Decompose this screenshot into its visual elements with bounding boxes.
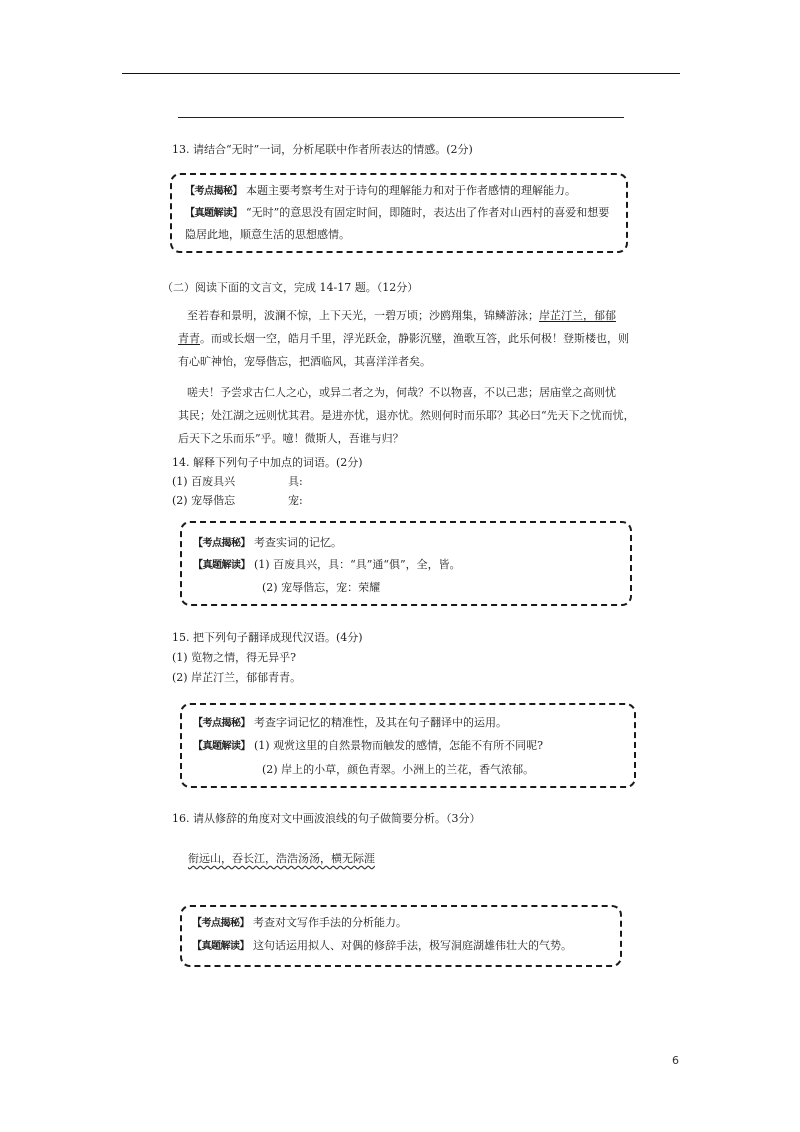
box16-text2: 这句话运用拟人、对偶的修辞手法，极写洞庭湖雄伟壮大的气势。 <box>253 939 572 952</box>
box16-text1: 考查对文写作手法的分析能力。 <box>253 916 407 929</box>
passage-p2-line1: 嗟夫！予尝求古仁人之心，或异二者之为，何哉？不以物喜，不以己悲；居庙堂之高则忧 <box>187 386 616 399</box>
section-2-heading: （二）阅读下面的文言文，完成 14-17 题。（12分） <box>162 281 419 294</box>
box16-line2 <box>192 938 572 954</box>
passage-underlined-qingqing: 青青 <box>178 332 200 345</box>
tag-jiedu: 【真题解读】 <box>193 741 250 752</box>
passage-p1-line3: 有心旷神怡，宠辱偕忘，把酒临风，其喜洋洋者矣。 <box>178 355 431 368</box>
box15-text1: 考查字词记忆的精准性，及其在句子翻译中的运用。 <box>254 716 507 729</box>
box14-line2 <box>193 557 461 573</box>
question-16: 16. 请从修辞的角度对文中画波浪线的句子做简要分析。（3分） <box>172 812 481 825</box>
box14-text2: (1) 百废具兴，具：“具”通“俱”，全，皆。 <box>254 558 461 571</box>
tag-jiedu: 【真题解读】 <box>193 560 250 571</box>
q16-wavy-quote: 衔远山，吞长江，浩浩汤汤，横无际涯 <box>188 852 375 865</box>
question-13: 13. 请结合“无时”一词，分析尾联中作者所表达的情感。(2分) <box>172 143 473 156</box>
q14-item2: (2) 宠辱偕忘 <box>172 494 236 507</box>
question-14: 14. 解释下列句子中加点的词语。(2分) <box>172 456 363 469</box>
passage-p2-line2: 其民；处江湖之远则忧其君。是进亦忧，退亦忧。然则何时而乐耶？其必曰“先天下之忧而忧， <box>178 409 635 422</box>
top-divider <box>178 117 624 118</box>
box13-line1 <box>185 183 576 199</box>
tag-jiedu: 【真题解读】 <box>192 941 249 952</box>
passage-underlined-phrase: 岸芷汀兰，郁郁 <box>539 309 616 322</box>
box13-line2 <box>185 205 609 221</box>
passage-p1-line2 <box>178 331 629 346</box>
box16-line1 <box>192 915 407 931</box>
box15-text2: (1) 观赏这里的自然景物而触发的感情，怎能不有所不同呢? <box>254 739 543 752</box>
tag-kaodian: 【考点揭秘】 <box>192 918 249 929</box>
passage-p2-line3: 后天下之乐而乐”乎。噫！微斯人，吾谁与归？ <box>178 432 404 445</box>
page-number: 6 <box>672 1054 679 1067</box>
passage-p1-line1-text: 至若春和景明，波澜不惊，上下天光，一碧万顷；沙鸥翔集，锦鳞游泳； <box>187 309 539 322</box>
box14-line3: (2) 宠辱偕忘，宠：荣耀 <box>262 581 381 594</box>
box14-text1: 考查实词的记忆。 <box>254 536 342 549</box>
passage-p1-line1 <box>187 308 616 323</box>
q14-item2-word: 宠: <box>288 494 303 507</box>
q14-item1: (1) 百废具兴 <box>172 475 236 488</box>
box15-line3: (2) 岸上的小草，颜色青翠。小洲上的兰花，香气浓郁。 <box>262 763 535 776</box>
box15-line1 <box>193 715 507 731</box>
tag-kaodian: 【考点揭秘】 <box>193 538 250 549</box>
tag-kaodian: 【考点揭秘】 <box>185 186 242 197</box>
q15-item1: (1) 览物之情，得无异乎? <box>172 651 296 664</box>
tag-kaodian: 【考点揭秘】 <box>193 718 250 729</box>
q14-item1-word: 具: <box>288 475 303 488</box>
box13-line3: 隐居此地，顺意生活的思想感情。 <box>185 228 350 241</box>
tag-jiedu: 【真题解读】 <box>185 208 242 219</box>
box15-line2 <box>193 738 543 754</box>
header-rule <box>122 73 680 74</box>
box13-text1: 本题主要考察考生对于诗句的理解能力和对于作者感情的理解能力。 <box>246 184 576 197</box>
box14-line1 <box>193 535 342 551</box>
box13-text2: “无时”的意思没有固定时间，即随时，表达出了作者对山西村的喜爱和想要 <box>246 206 610 219</box>
passage-p1-line2-text: 。而或长烟一空，皓月千里，浮光跃金，静影沉璧，渔歌互答，此乐何极！登斯楼也，则 <box>200 332 629 345</box>
q15-item2: (2) 岸芷汀兰，郁郁青青。 <box>172 671 302 684</box>
question-15: 15. 把下列句子翻译成现代汉语。(4分) <box>172 631 363 644</box>
